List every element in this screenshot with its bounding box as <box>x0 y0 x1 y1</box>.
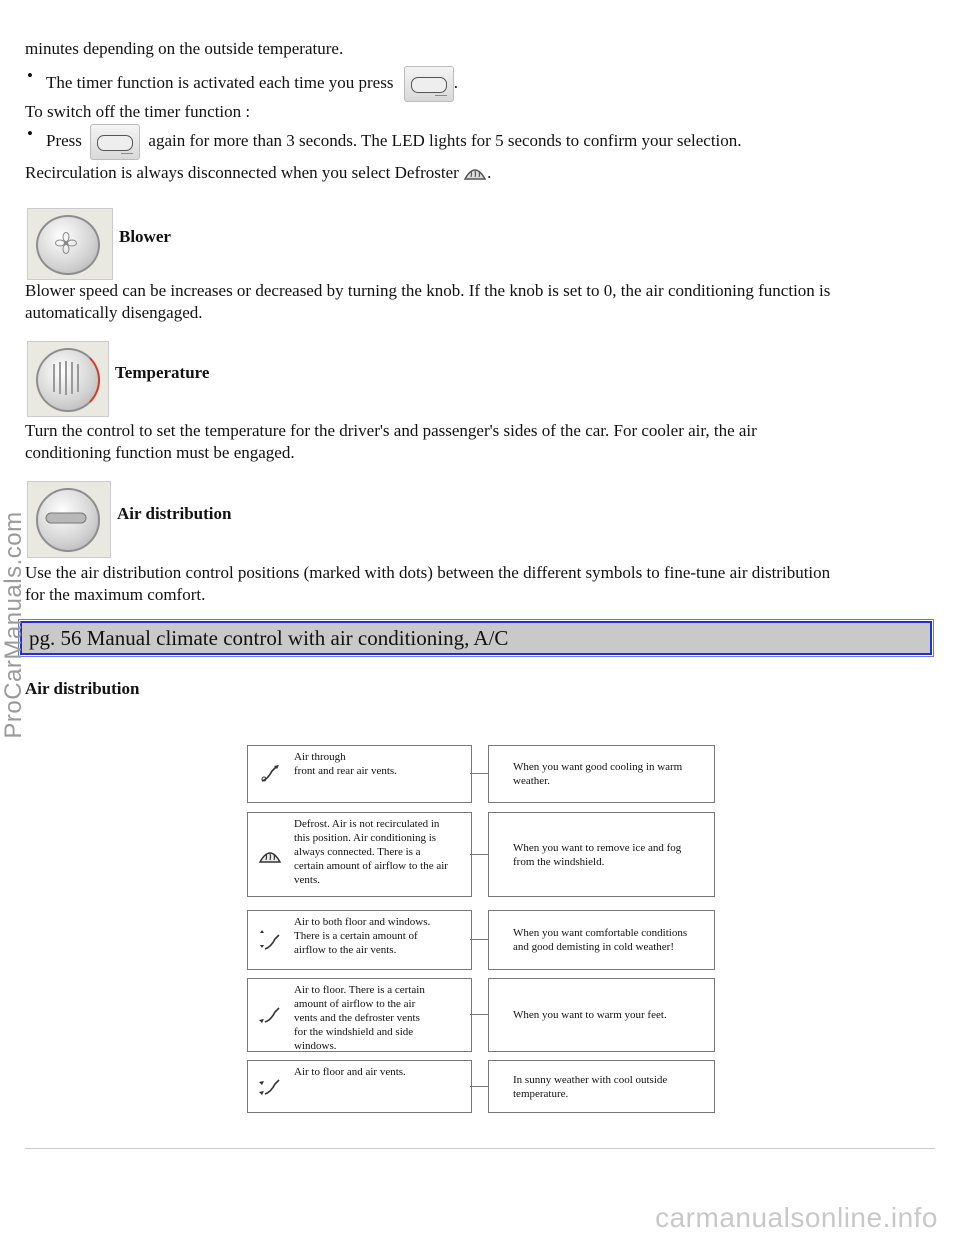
timer-bullet-text: The timer function is activated each time you press <box>46 72 394 92</box>
press-bullet <box>46 124 935 160</box>
distribution-setting-text <box>294 817 467 887</box>
bullet-dot: • <box>27 66 33 85</box>
setting-line: for the windshield and side <box>294 1026 414 1038</box>
recirc-end: . <box>487 163 492 182</box>
setting-line: Defrost. Air is not recirculated in <box>294 818 440 830</box>
temperature-body-2: conditioning function must be engaged. <box>25 443 295 462</box>
timer-bullet-end: . <box>453 72 458 92</box>
press-text-rest: again for more than 3 seconds. The LED lights for 5 seconds to confirm your selection. <box>148 130 742 150</box>
air-distribution-subheading: Air distribution <box>25 679 140 698</box>
defroster-icon <box>463 164 487 182</box>
distribution-use-box <box>488 910 715 970</box>
setting-line: always connected. There is a <box>294 846 421 858</box>
side-watermark: ProCarManuals.com <box>0 511 27 739</box>
temperature-body-1: Turn the control to set the temperature for the driver's and passenger's sides of the car. For cooler air, the air <box>25 421 757 440</box>
recirculation-button-icon <box>90 124 140 160</box>
use-line: When you want to remove ice and fog <box>513 842 682 854</box>
distribution-use-box <box>488 978 715 1052</box>
use-line: When you want good cooling in warm <box>513 761 683 773</box>
distribution-setting-text <box>294 983 467 1053</box>
air-distribution-heading: Air distribution <box>117 504 232 523</box>
distribution-setting-box <box>247 812 472 897</box>
blower-knob-image <box>27 208 113 280</box>
distribution-use-text <box>513 841 708 869</box>
banner-title: pg. 56 Manual climate control with air conditioning, A/C <box>29 626 509 650</box>
setting-line: Air to both floor and windows. <box>294 916 431 928</box>
blower-body-1: Blower speed can be increases or decreased by turning the knob. If the knob is set to 0, the air conditioning function is <box>25 281 831 300</box>
timer-bullet <box>46 66 935 102</box>
bullet-dot: • <box>27 124 33 143</box>
distribution-setting-text <box>294 750 467 778</box>
connector-line <box>470 1014 488 1015</box>
switch-off-line: To switch off the timer function : <box>25 102 251 121</box>
air-distribution-knob-image <box>27 481 111 558</box>
temperature-grip-icon <box>46 358 86 398</box>
temperature-knob-image <box>27 341 109 417</box>
distribution-setting-text <box>294 1065 467 1079</box>
distribution-setting-text <box>294 915 467 957</box>
setting-line: There is a certain amount of <box>294 930 418 942</box>
setting-line: amount of airflow to the air <box>294 998 416 1010</box>
intro-line: minutes depending on the outside temperature. <box>25 39 344 58</box>
setting-line: airflow to the air vents. <box>294 944 397 956</box>
setting-line: vents and the defroster vents <box>294 1012 420 1024</box>
distribution-use-text <box>513 760 708 788</box>
air-distribution-body-1: Use the air distribution control positions (marked with dots) between the different symbols to fine-tune air distribution <box>25 563 831 582</box>
use-line: temperature. <box>513 1088 569 1100</box>
setting-line: this position. Air conditioning is <box>294 832 437 844</box>
divider <box>25 1148 935 1149</box>
setting-line: windows. <box>294 1040 337 1052</box>
setting-line: Air through <box>294 751 346 763</box>
footer-watermark: carmanualsonline.info <box>655 1202 938 1233</box>
recirculation-button-icon <box>404 66 454 102</box>
face-vent-icon <box>258 763 282 785</box>
use-line: When you want comfortable conditions <box>513 927 688 939</box>
floor-face-icon <box>258 1076 282 1098</box>
press-text: Press <box>46 130 82 150</box>
recirc-text: Recirculation is always disconnected when you select Defroster <box>25 163 459 182</box>
use-line: When you want to warm your feet. <box>513 1009 667 1021</box>
recirc-line <box>25 160 935 184</box>
page-section-banner <box>20 621 932 655</box>
use-line: In sunny weather with cool outside <box>513 1074 668 1086</box>
use-line: and good demisting in cold weather! <box>513 941 674 953</box>
connector-line <box>470 854 488 855</box>
setting-line: Air to floor. There is a certain <box>294 984 425 996</box>
knob-grip-icon <box>44 508 88 528</box>
blower-body-2: automatically disengaged. <box>25 303 203 322</box>
setting-line: certain amount of airflow to the air <box>294 860 448 872</box>
distribution-use-text <box>513 926 708 954</box>
distribution-use-text <box>513 1008 708 1022</box>
blower-heading: Blower <box>119 227 171 246</box>
distribution-use-text <box>513 1073 708 1101</box>
floor-window-icon <box>258 929 282 951</box>
distribution-use-box <box>488 745 715 803</box>
distribution-use-box <box>488 812 715 897</box>
use-line: weather. <box>513 775 550 787</box>
defrost-icon <box>258 844 282 866</box>
floor-icon <box>258 1004 282 1026</box>
setting-line: vents. <box>294 874 320 886</box>
distribution-setting-box <box>247 978 472 1052</box>
distribution-setting-box <box>247 745 472 803</box>
connector-line <box>470 1086 488 1087</box>
connector-line <box>470 773 488 774</box>
connector-line <box>470 939 488 940</box>
distribution-setting-box <box>247 910 472 970</box>
fan-icon <box>55 232 77 254</box>
air-distribution-body-2: for the maximum comfort. <box>25 585 206 604</box>
use-line: from the windshield. <box>513 856 605 868</box>
distribution-use-box <box>488 1060 715 1113</box>
setting-line: front and rear air vents. <box>294 765 397 777</box>
setting-line: Air to floor and air vents. <box>294 1066 406 1078</box>
temperature-heading: Temperature <box>115 363 210 382</box>
distribution-setting-box <box>247 1060 472 1113</box>
